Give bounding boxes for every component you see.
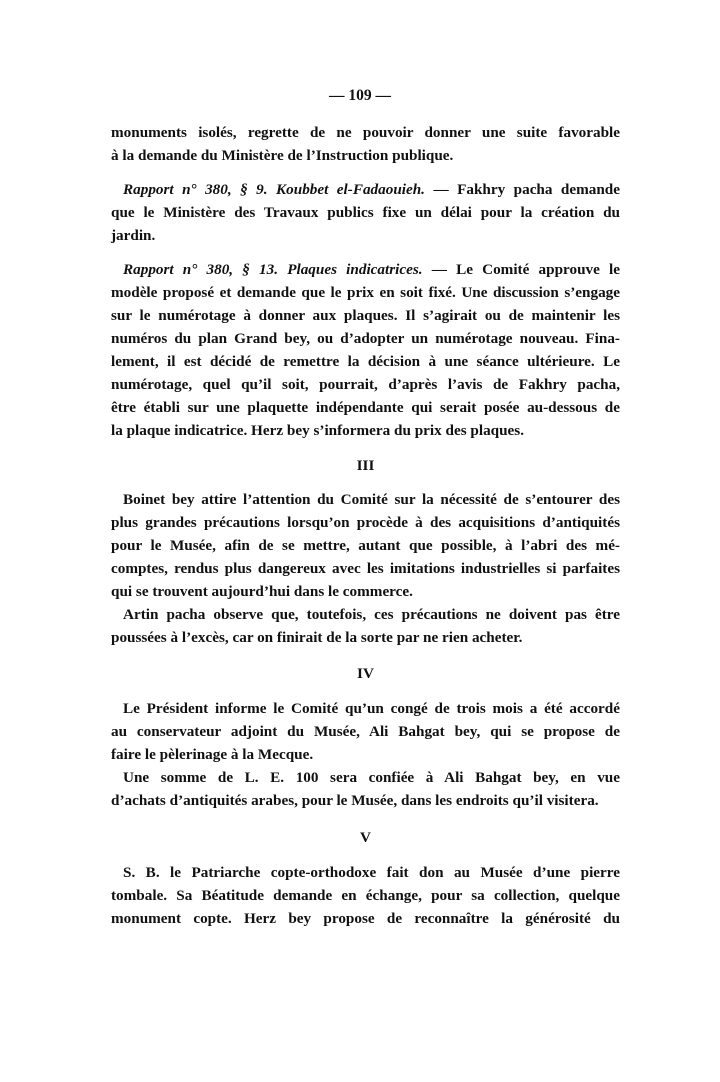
italic-text: Rapport n° 380, § 9. bbox=[123, 181, 268, 198]
text-line bbox=[111, 146, 620, 166]
text-line bbox=[111, 226, 620, 246]
text-line bbox=[123, 605, 620, 625]
text-line bbox=[111, 398, 620, 418]
text-line bbox=[123, 490, 620, 510]
text-line bbox=[111, 582, 620, 602]
text-line bbox=[111, 329, 620, 349]
text-segment: — Le Comité approuve le bbox=[422, 261, 620, 278]
text-segment: modèle proposé et demande que le prix en soit fixé. Une discussion s’engage bbox=[111, 284, 620, 301]
text-segment: comptes, rendus plus dangereux avec les imitations industrielles si parfaites bbox=[111, 560, 620, 577]
text-line bbox=[111, 559, 620, 579]
text-line bbox=[111, 909, 620, 929]
text-segment: Le Président informe le Comité qu’un congé de trois mois a été accordé bbox=[123, 700, 620, 717]
text-line bbox=[111, 421, 620, 441]
text-segment: être établi sur une plaquette indépendante qui serait posée au-dessous de bbox=[111, 399, 620, 416]
text-line bbox=[123, 180, 620, 200]
italic-text: Koubbet el-Fadaouieh. bbox=[276, 181, 425, 198]
text-segment: pour le Musée, afin de se mettre, autant que possible, à l’abri des mé- bbox=[111, 537, 620, 554]
text-line bbox=[111, 306, 620, 326]
italic-text: Rapport n° 380, § 13. bbox=[123, 261, 279, 278]
text-segment: monuments isolés, regrette de ne pouvoir donner une suite favorable bbox=[111, 124, 620, 141]
text-segment: tombale. Sa Béatitude demande en échange, pour sa collection, quelque bbox=[111, 887, 620, 904]
page-number: — 109 — bbox=[329, 87, 391, 104]
text-line bbox=[111, 123, 620, 143]
text-segment: poussées à l’excès, car on finirait de la sorte par ne rien acheter. bbox=[111, 629, 523, 646]
text-segment: sur le numérotage à donner aux plaques. Il s’agirait ou de maintenir les bbox=[111, 307, 620, 324]
section-heading bbox=[111, 456, 620, 476]
section-heading bbox=[111, 828, 620, 848]
text-line bbox=[111, 352, 620, 372]
text-segment bbox=[278, 261, 287, 278]
text-line bbox=[123, 260, 620, 280]
text-segment: Artin pacha observe que, toutefois, ces précautions ne doivent pas être bbox=[123, 606, 620, 623]
text-segment: que le Ministère des Travaux publics fixe un délai pour la création du bbox=[111, 204, 620, 221]
text-segment: lement, il est décidé de remettre la décision à une séance ultérieure. Le bbox=[111, 353, 620, 370]
text-segment: Une somme de L. E. 100 sera confiée à Ali Bahgat bey, en vue bbox=[123, 769, 620, 786]
text-segment: plus grandes précautions lorsqu’on procède à des acquisitions d’antiquités bbox=[111, 514, 620, 531]
text-segment: la plaque indicatrice. Herz bey s’informera du prix des plaques. bbox=[111, 422, 525, 439]
text-line bbox=[111, 628, 620, 648]
text-segment: Boinet bey attire l’attention du Comité sur la nécessité de s’entourer des bbox=[123, 491, 620, 508]
text-segment: d’achats d’antiquités arabes, pour le Musée, dans les endroits qu’il visitera. bbox=[111, 792, 599, 809]
text-segment: IV bbox=[357, 665, 374, 682]
text-segment: monument copte. Herz bey propose de reconnaître la générosité du bbox=[111, 910, 620, 927]
text-segment: au conservateur adjoint du Musée, Ali Bahgat bey, qui se propose de bbox=[111, 723, 620, 740]
section-heading bbox=[111, 664, 620, 684]
text-segment: qui se trouvent aujourd’hui dans le commerce. bbox=[111, 583, 413, 600]
text-segment: faire le pèlerinage à la Mecque. bbox=[111, 746, 314, 763]
text-line bbox=[111, 791, 620, 811]
text-line bbox=[111, 536, 620, 556]
text-line bbox=[111, 283, 620, 303]
text-line bbox=[111, 886, 620, 906]
text-line bbox=[111, 745, 620, 765]
text-segment bbox=[268, 181, 276, 198]
text-line bbox=[123, 768, 620, 788]
text-segment: numérotage, quel qu’il soit, pourrait, d’après l’avis de Fakhry pacha, bbox=[111, 376, 620, 393]
text-line bbox=[123, 863, 620, 883]
text-line bbox=[111, 203, 620, 223]
italic-text: Plaques indicatrices. bbox=[287, 261, 423, 278]
text-line bbox=[123, 699, 620, 719]
text-segment: jardin. bbox=[111, 227, 156, 244]
text-line bbox=[111, 513, 620, 533]
text-segment: à la demande du Ministère de l’Instruction publique. bbox=[111, 147, 454, 164]
text-line bbox=[111, 722, 620, 742]
text-segment: III bbox=[356, 457, 375, 474]
text-segment: S. B. le Patriarche copte-orthodoxe fait don au Musée d’une pierre bbox=[123, 864, 620, 881]
text-line bbox=[111, 375, 620, 395]
text-segment: — Fakhry pacha demande bbox=[424, 181, 620, 198]
text-segment: V bbox=[360, 829, 371, 846]
text-segment: numéros du plan Grand bey, ou d’adopter un numérotage nouveau. Fina- bbox=[111, 330, 620, 347]
